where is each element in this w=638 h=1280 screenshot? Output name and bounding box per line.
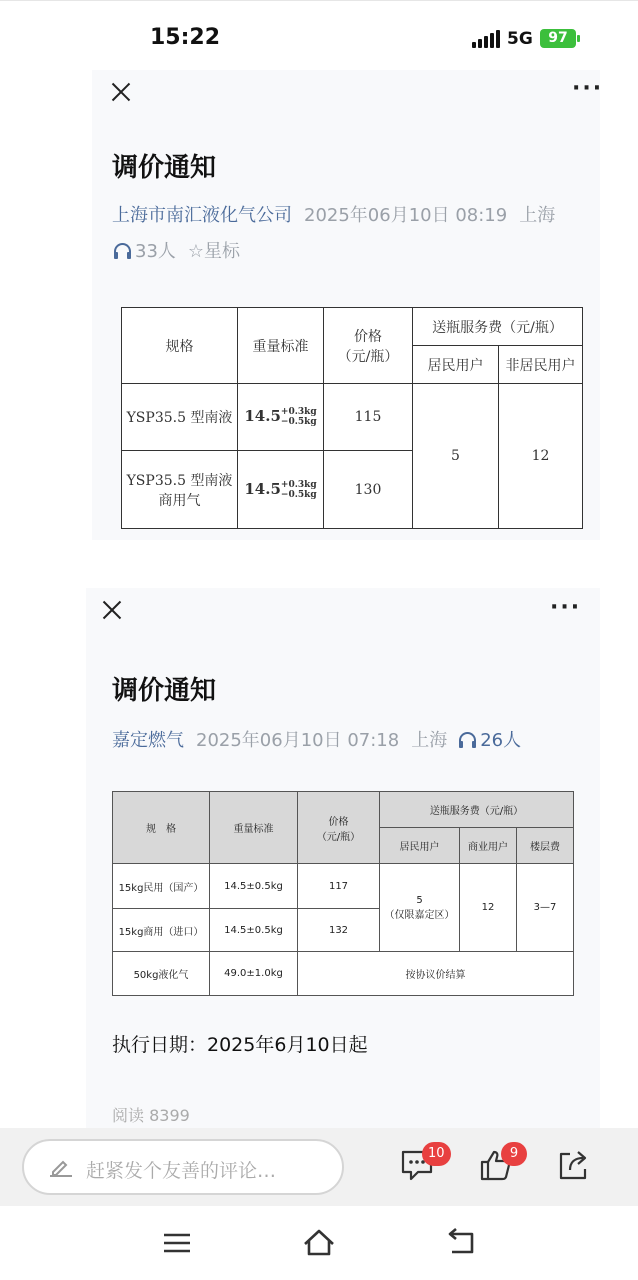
headphone-icon — [459, 732, 476, 747]
header-price: 价格 （元/瓶） — [324, 308, 413, 384]
cell-spec: 15kg商用（进口） — [113, 909, 210, 952]
comment-count-badge: 10 — [422, 1142, 451, 1166]
battery-icon — [540, 29, 576, 48]
publish-location: 上海 — [519, 205, 556, 226]
battery-level: 97 — [548, 30, 568, 46]
close-icon[interactable] — [109, 80, 133, 104]
cell-price: 117 — [298, 864, 380, 909]
bottom-action-bar — [0, 1128, 638, 1206]
cell-spec: 15kg民用（国产） — [113, 864, 210, 909]
author-link[interactable]: 嘉定燃气 — [112, 730, 184, 751]
signal-icon — [472, 30, 500, 48]
cell-commercial-fee: 12 — [460, 864, 517, 952]
cell-resident-fee: 5 — [413, 384, 499, 529]
comment-placeholder: 赶紧发个友善的评论… — [86, 1160, 277, 1182]
system-nav-bar — [0, 1206, 638, 1280]
header-commercial: 商业用户 — [460, 828, 517, 864]
cell-weight: 14.5+0.3kg −0.5kg — [238, 384, 324, 451]
cell-nonresident-fee: 12 — [499, 384, 583, 529]
network-label: 5G — [507, 29, 533, 49]
cell-spec: YSP35.5 型南液 — [122, 384, 238, 451]
star-label[interactable]: 星标 — [204, 241, 241, 262]
header-delivery: 送瓶服务费（元/瓶） — [413, 308, 583, 346]
more-icon[interactable]: ··· — [572, 76, 604, 101]
close-icon[interactable] — [100, 598, 124, 622]
cell-price: 按协议价结算 — [298, 952, 574, 996]
article-meta — [112, 726, 521, 752]
publish-datetime: 2025年06月10日 07:18 — [196, 730, 400, 751]
status-time: 15:22 — [150, 25, 221, 50]
comment-input[interactable] — [22, 1139, 344, 1195]
cell-floor-fee: 3—7 — [517, 864, 574, 952]
status-bar — [0, 0, 638, 70]
like-count-badge: 9 — [501, 1142, 527, 1166]
listen-row — [114, 237, 240, 263]
header-weight: 重量标准 — [210, 792, 298, 864]
cell-price: 130 — [324, 451, 413, 529]
home-icon[interactable] — [302, 1226, 336, 1260]
publish-location: 上海 — [411, 730, 448, 751]
read-count: 阅读 8399 — [112, 1106, 190, 1125]
header-resident: 居民用户 — [413, 346, 499, 384]
listener-count[interactable]: 33人 — [135, 241, 176, 262]
table-row — [113, 952, 574, 996]
listener-count[interactable]: 26人 — [480, 730, 522, 751]
header-price: 价格 （元/瓶） — [298, 792, 380, 864]
cell-weight: 14.5±0.5kg — [210, 909, 298, 952]
cell-weight: 14.5±0.5kg — [210, 864, 298, 909]
header-resident: 居民用户 — [380, 828, 460, 864]
pencil-icon — [50, 1159, 72, 1177]
cell-weight: 14.5+0.3kg −0.5kg — [238, 451, 324, 529]
back-icon[interactable] — [444, 1226, 478, 1260]
headphone-icon — [114, 243, 131, 258]
cell-spec: 50kg液化气 — [113, 952, 210, 996]
header-weight: 重量标准 — [238, 308, 324, 384]
table-row — [113, 864, 574, 909]
price-table-2 — [112, 791, 574, 996]
header-delivery: 送瓶服务费（元/瓶） — [380, 792, 574, 828]
article-meta — [112, 201, 555, 227]
header-spec: 规格 — [122, 308, 238, 384]
header-nonresident: 非居民用户 — [499, 346, 583, 384]
cell-spec: YSP35.5 型南液 商用气 — [122, 451, 238, 529]
exec-date: 执行日期：2025年6月10日起 — [112, 1034, 368, 1056]
share-icon[interactable] — [556, 1148, 590, 1182]
cell-weight: 49.0±1.0kg — [210, 952, 298, 996]
cell-resident-fee: 5 （仅限嘉定区） — [380, 864, 460, 952]
page-title: 调价通知 — [112, 676, 217, 706]
cell-price: 132 — [298, 909, 380, 952]
star-icon[interactable]: ☆ — [187, 241, 205, 262]
author-link[interactable]: 上海市南汇液化气公司 — [112, 205, 292, 226]
table-row — [122, 384, 583, 451]
menu-icon[interactable] — [160, 1226, 194, 1260]
header-spec: 规 格 — [113, 792, 210, 864]
publish-datetime: 2025年06月10日 08:19 — [304, 205, 508, 226]
price-table-1 — [121, 307, 583, 529]
header-floor: 楼层费 — [517, 828, 574, 864]
cell-price: 115 — [324, 384, 413, 451]
page-title: 调价通知 — [112, 153, 217, 183]
more-icon[interactable]: ··· — [550, 595, 582, 620]
